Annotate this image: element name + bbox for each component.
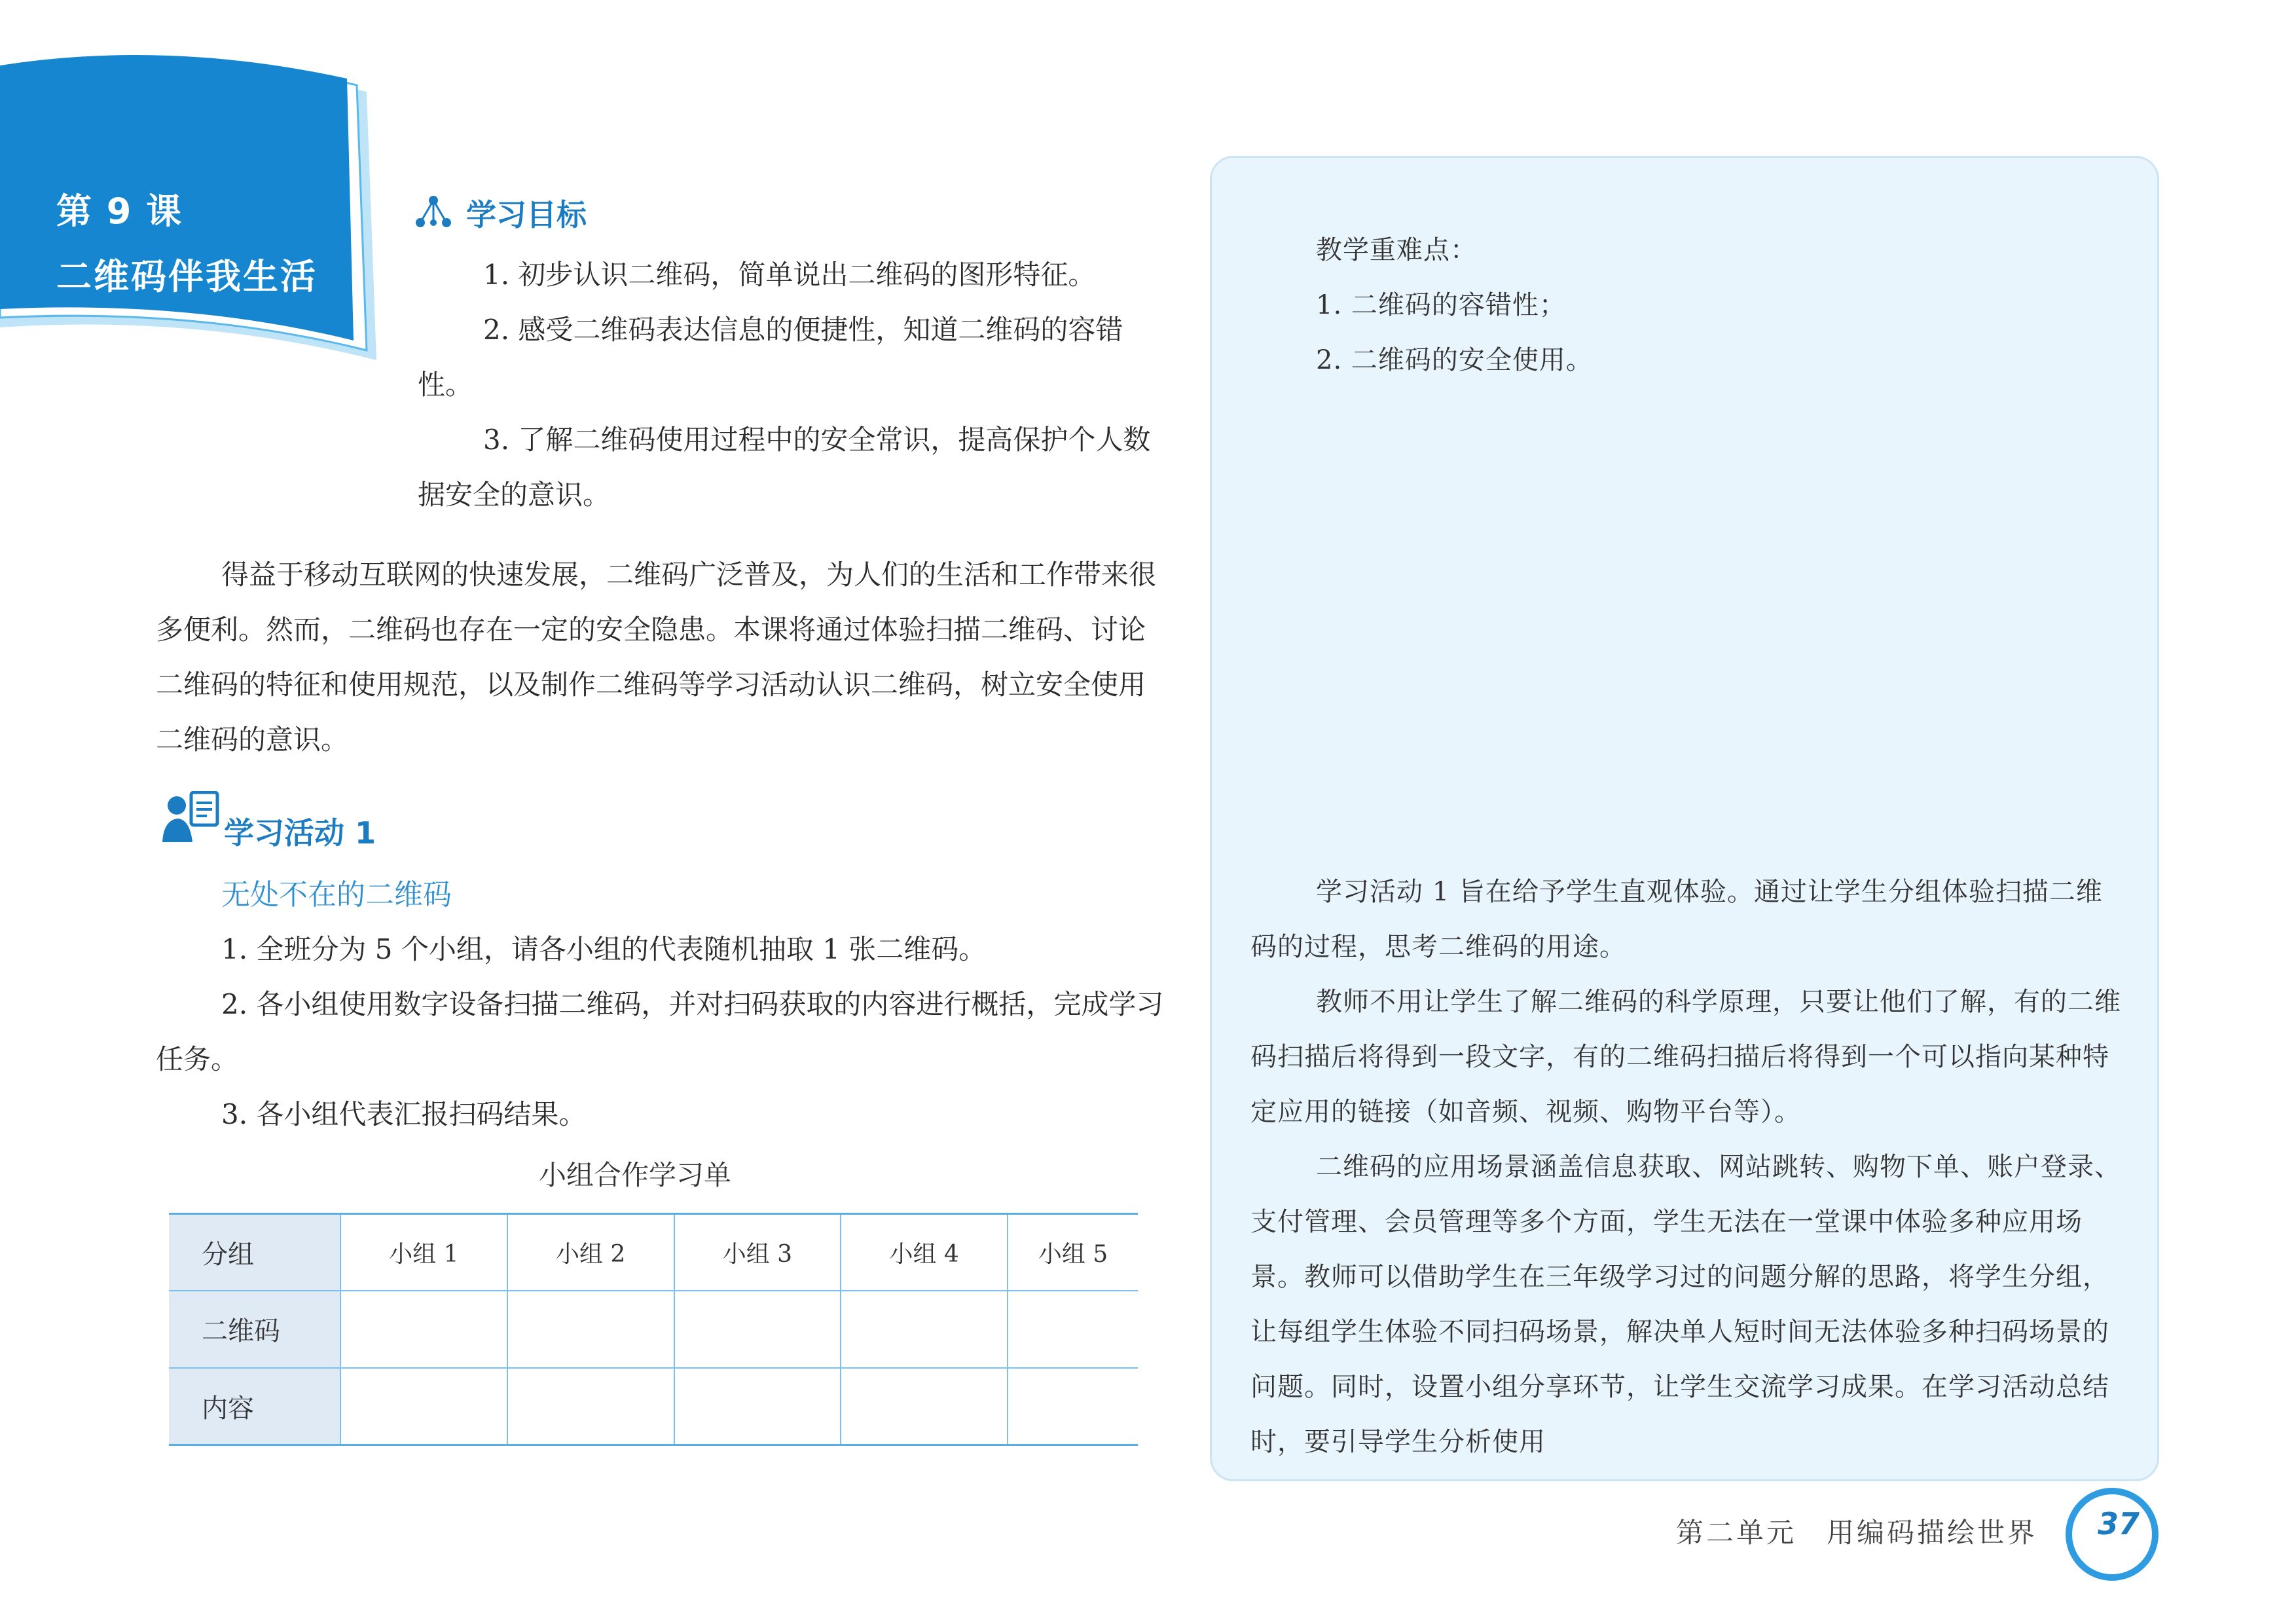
keypoint-item: 1. 二维码的容错性； [1316, 290, 1566, 320]
activity-icon [157, 791, 220, 846]
table-group-header: 小组 2 [507, 1214, 674, 1291]
table-header-label: 分组 [169, 1214, 340, 1291]
table-row [169, 1291, 1138, 1367]
page-number: 37 [2097, 1506, 2140, 1541]
table-cell [1008, 1368, 1138, 1445]
objective-item-1: 1. 初步认识二维码，简单说出二维码的图形特征。 [483, 259, 1096, 291]
lesson-banner [0, 52, 393, 367]
table-group-header: 小组 1 [340, 1214, 507, 1291]
footer-unit-title: 第二单元 用编码描绘世界 [1676, 1517, 2038, 1549]
table-group-header: 小组 5 [1008, 1214, 1138, 1291]
note-paragraph-3: 二维码的应用场景涵盖信息获取、网站跳转、购物下单、账户登录、支付管理、会员管理等多个方面，学生无法在一堂课中体验多种应用场景。教师可以借助学生在三年级学习过的问题分解的思路，将学生分组，让每组学生体验不同扫码场景，解决单人短时间无法体验多种扫码场景的问题。同时，设置小组分享环节，让学生交流学习成果。在学习活动总结时，要引导学生分析使用 [1250, 1152, 2121, 1457]
table-row-label: 内容 [169, 1368, 340, 1445]
table-caption: 小组合作学习单 [538, 1159, 731, 1191]
keypoints-title: 教学重难点： [1316, 235, 1477, 265]
activity-step-2: 2. 各小组使用数字设备扫描二维码，并对扫码获取的内容进行概括，完成学习任务。 [156, 988, 1164, 1075]
table-cell [340, 1368, 507, 1445]
table-cell [507, 1368, 674, 1445]
table-row-label: 二维码 [169, 1291, 340, 1367]
objective-item-3: 3. 了解二维码使用过程中的安全常识，提高保护个人数据安全的意识。 [418, 424, 1151, 511]
activity-step-1: 1. 全班分为 5 个小组，请各小组的代表随机抽取 1 张二维码。 [221, 933, 987, 965]
group-worksheet-table [169, 1213, 1138, 1446]
table-row [169, 1368, 1138, 1445]
objectives-icon [414, 194, 453, 233]
table-cell [1008, 1291, 1138, 1367]
table-group-header: 小组 3 [674, 1214, 841, 1291]
table-header-row [169, 1214, 1138, 1291]
table-cell [507, 1291, 674, 1367]
table-cell [841, 1291, 1008, 1367]
objectives-heading: 学习目标 [466, 197, 587, 232]
table-cell [340, 1291, 507, 1367]
note-paragraph-2: 教师不用让学生了解二维码的科学原理，只要让他们了解，有的二维码扫描后将得到一段文字，有的二维码扫描后将得到一个可以指向某种特定应用的链接（如音频、视频、购物平台等）。 [1250, 987, 2121, 1127]
objective-item-2: 2. 感受二维码表达信息的便捷性，知道二维码的容错性。 [418, 314, 1123, 401]
note-paragraph-1: 学习活动 1 旨在给予学生直观体验。通过让学生分组体验扫描二维码的过程，思考二维码的用途。 [1250, 877, 2103, 962]
lesson-title: 二维码伴我生活 [56, 256, 318, 297]
table-cell [674, 1291, 841, 1367]
activity-step-3: 3. 各小组代表汇报扫码结果。 [221, 1098, 587, 1130]
activity-subheading: 无处不在的二维码 [221, 878, 452, 912]
intro-paragraph: 得益于移动互联网的快速发展，二维码广泛普及，为人们的生活和工作带来很多便利。然而，二维码也存在一定的安全隐患。本课将通过体验扫描二维码、讨论二维码的特征和使用规范，以及制作二维码等学习活动认识二维码，树立安全使用二维码的意识。 [156, 559, 1157, 756]
activity-heading: 学习活动 1 [224, 815, 376, 851]
table-group-header: 小组 4 [841, 1214, 1008, 1291]
table-cell [841, 1368, 1008, 1445]
keypoint-item: 2. 二维码的安全使用。 [1316, 345, 1593, 375]
table-cell [674, 1368, 841, 1445]
lesson-number: 第 9 课 [56, 191, 183, 232]
